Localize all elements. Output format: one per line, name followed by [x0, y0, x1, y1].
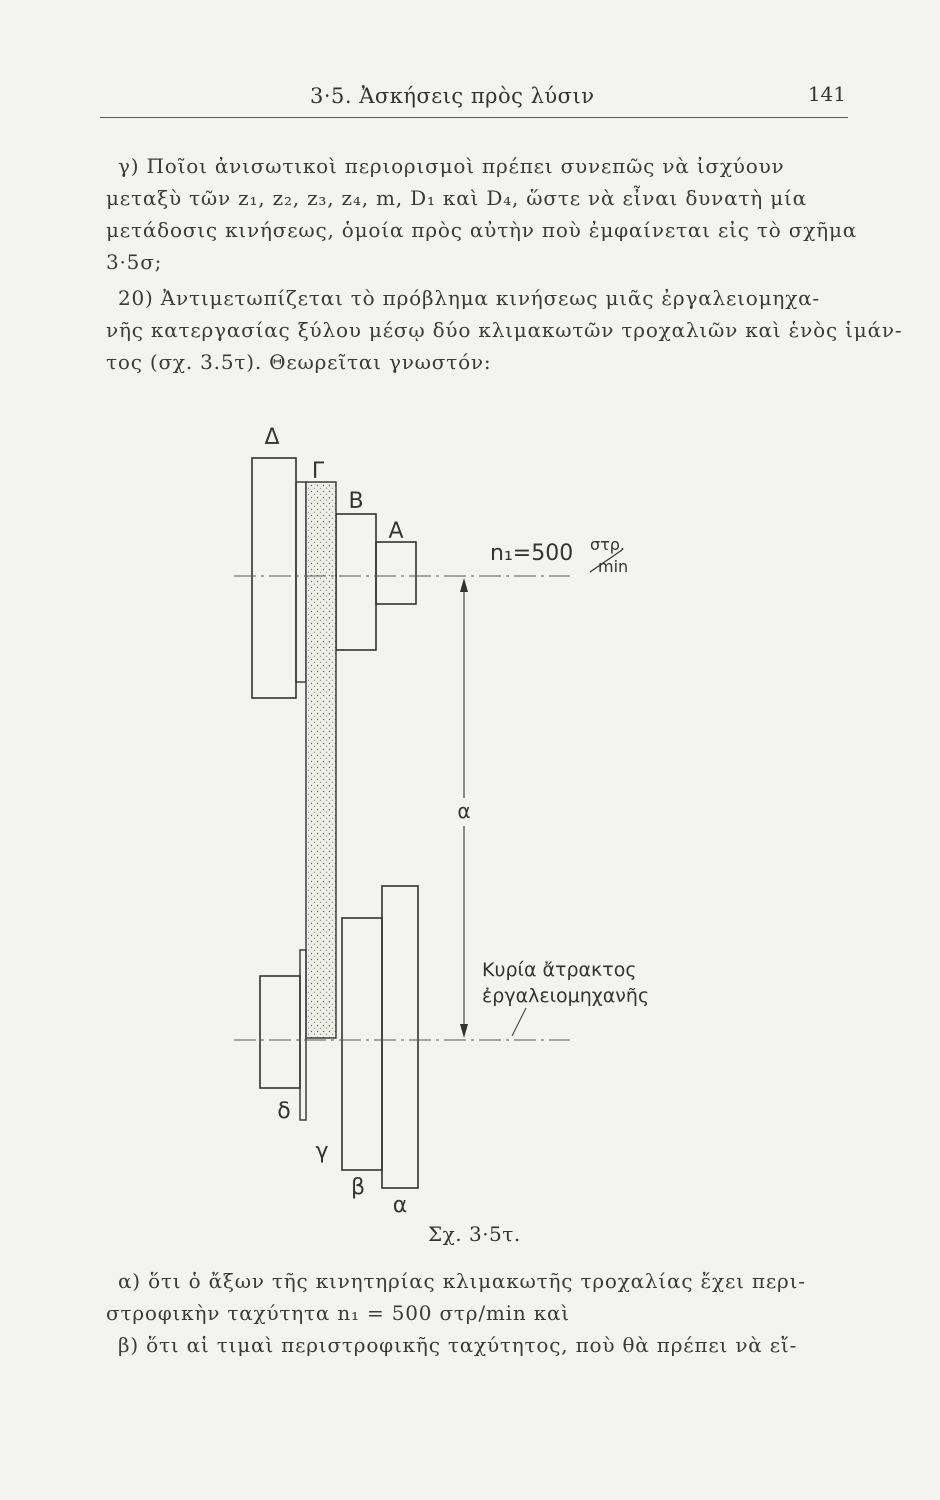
lower-step-g: [300, 950, 306, 1120]
label-upper-B: Β: [348, 489, 364, 514]
page-number: 141: [807, 82, 846, 106]
label-upper-G: Γ: [311, 459, 325, 484]
speed-unit-num: στρ.: [590, 535, 626, 554]
lower-step-d: [260, 976, 300, 1088]
upper-step-D: [252, 458, 296, 698]
label-upper-D: Δ: [264, 425, 280, 450]
figure-caption: Σχ. 3·5τ.: [428, 1222, 521, 1246]
lower-step-a: [382, 886, 418, 1188]
text-line: στροφικὴν ταχύτητα n₁ = 500 στρ/min καὶ: [106, 1301, 570, 1325]
text-line: τος (σχ. 3.5τ). Θεωρεῖται γνωστόν:: [106, 350, 492, 374]
paragraph-gamma: [106, 150, 858, 278]
text-line: 3·5σ;: [106, 250, 163, 274]
section-title: 3·5. Ἀσκήσεις πρὸς λύσιν: [310, 84, 595, 108]
dimension-label: α: [457, 799, 471, 823]
pulley-figure: [220, 400, 720, 1220]
header-rule: [100, 117, 848, 118]
label-lower-a: α: [392, 1193, 408, 1218]
text-line: γ) Ποῖοι ἀνισωτικοὶ περιορισμοὶ πρέπει συνεπῶς νὰ ἰσχύουν: [118, 154, 785, 178]
label-lower-g: γ: [315, 1139, 329, 1164]
label-lower-b: β: [350, 1175, 366, 1200]
belt: [306, 482, 336, 1038]
text-line: μετάδοσις κινήσεως, ὁμοία πρὸς αὐτὴν ποὺ ἐμφαίνεται εἰς τὸ σχῆμα: [106, 218, 858, 242]
spindle-leader: [512, 1008, 526, 1036]
upper-step-A: [376, 542, 416, 604]
spindle-label-line2: ἐργαλειομηχανῆς: [482, 985, 650, 1007]
running-header: [100, 78, 848, 114]
text-line: α) ὅτι ὁ ἄξων τῆς κινητηρίας κλιμακωτῆς τροχαλίας ἔχει περι-: [118, 1269, 806, 1293]
text-line: μεταξὺ τῶν z₁, z₂, z₃, z₄, m, D₁ καὶ D₄, ὥστε νὰ εἶναι δυνατὴ μία: [106, 186, 807, 210]
speed-unit-den: min: [598, 557, 629, 576]
spindle-label-line1: Κυρία ἄτρακτος: [482, 959, 637, 981]
text-line: 20) Ἀντιμετωπίζεται τὸ πρόβλημα κινήσεως μιᾶς ἐργαλειομηχα-: [118, 286, 820, 310]
pulley-diagram: [220, 400, 720, 1220]
text-line: β) ὅτι αἱ τιμαὶ περιστροφικῆς ταχύτητος, ποὺ θὰ πρέπει νὰ εἴ-: [118, 1333, 798, 1357]
paragraph-20: [106, 282, 903, 378]
text-line: νῆς κατεργασίας ξύλου μέσῳ δύο κλιμακωτῶν τροχαλιῶν καὶ ἑνὸς ἱμάν-: [106, 318, 903, 342]
label-upper-A: Α: [388, 519, 404, 544]
dimension-arrow-up: [460, 578, 468, 592]
speed-label: n₁=500: [490, 541, 574, 566]
upper-step-B: [336, 514, 376, 650]
paragraph-alpha-beta: [106, 1265, 850, 1361]
label-lower-d: δ: [277, 1099, 291, 1124]
lower-step-b: [342, 918, 382, 1170]
dimension-arrow-down: [460, 1024, 468, 1038]
upper-step-G: [296, 482, 306, 682]
